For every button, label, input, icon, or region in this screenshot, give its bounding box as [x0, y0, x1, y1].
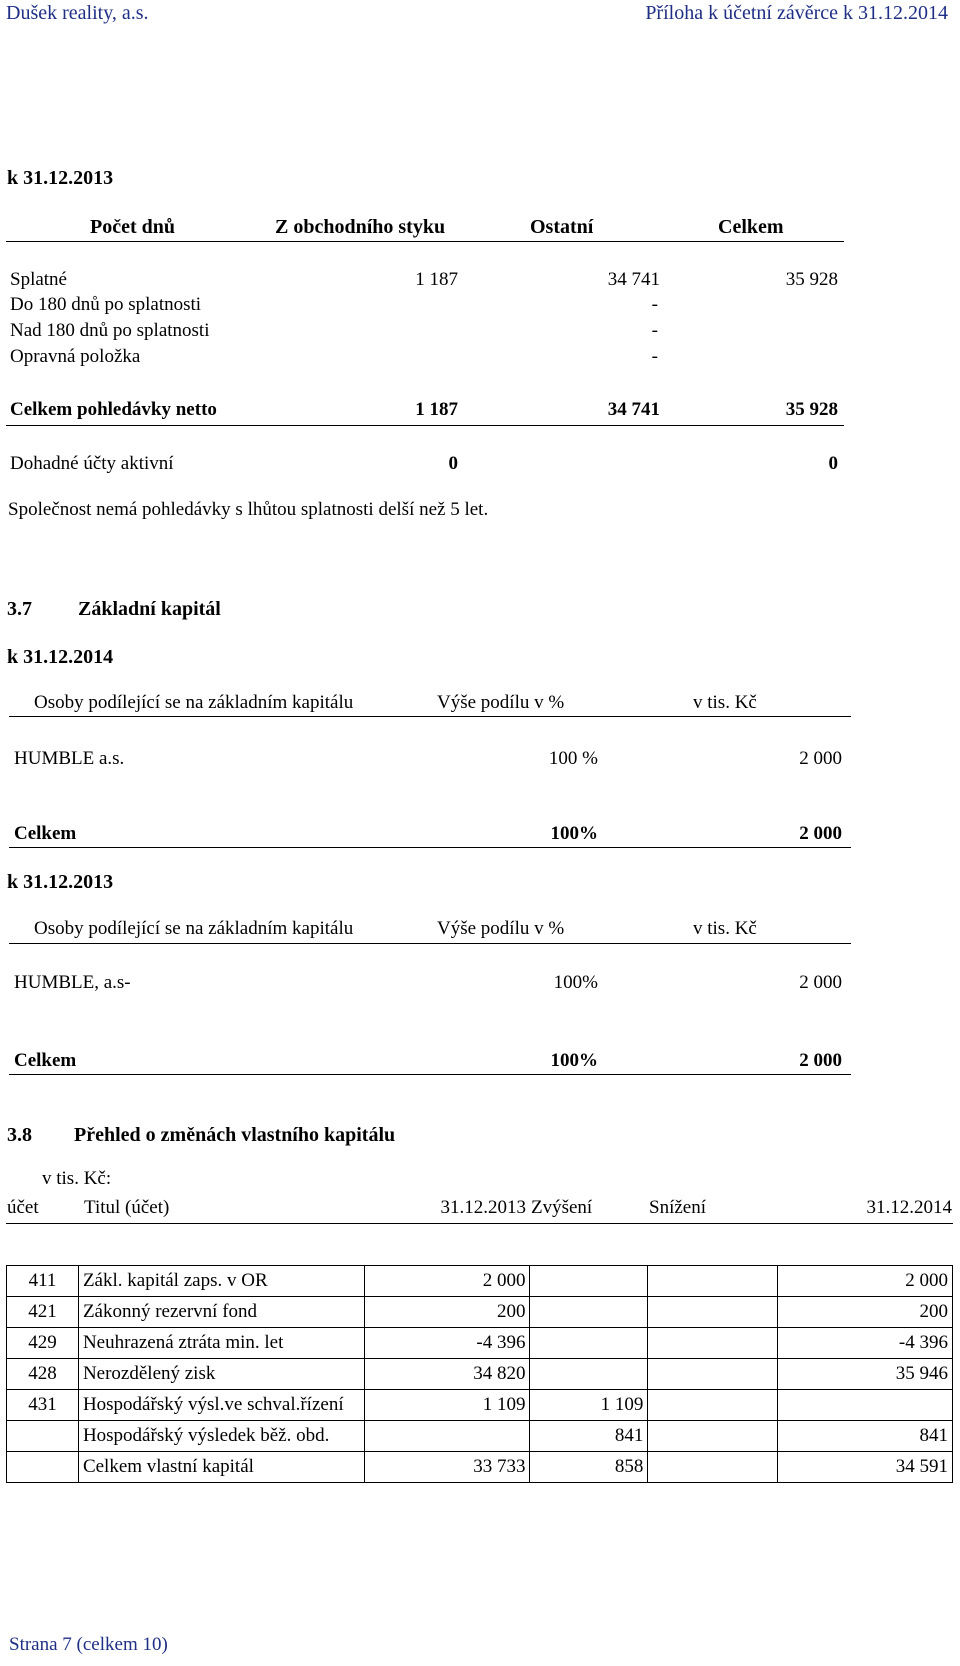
equity-table	[6, 1265, 953, 1483]
cell-account: 428	[7, 1359, 79, 1390]
holder-amount: 2 000	[799, 748, 842, 769]
section-number: 3.8	[7, 1124, 32, 1146]
cell-decrease	[648, 1452, 778, 1483]
cell-decrease	[648, 1266, 778, 1297]
row-other: -	[651, 320, 658, 341]
table-row	[7, 1390, 953, 1421]
row-label: Do 180 dnů po splatnosti	[10, 294, 202, 315]
holder-name: HUMBLE, a.s-	[14, 972, 131, 993]
net-label: Celkem pohledávky netto	[10, 399, 217, 420]
cell-account: 411	[7, 1266, 79, 1297]
net-rule	[6, 425, 844, 426]
holder-share: 100%	[553, 972, 598, 993]
col-share: Výše podílu v %	[437, 692, 565, 713]
section-title: Základní kapitál	[78, 598, 221, 620]
row-other: -	[651, 346, 658, 367]
holder-name: HUMBLE a.s.	[14, 748, 125, 769]
equity-header-rule	[6, 1223, 953, 1224]
col-trade: Z obchodního styku	[275, 216, 446, 238]
table-row	[7, 1359, 953, 1390]
row-trade: 1 187	[415, 269, 458, 290]
header-rule	[6, 241, 844, 242]
col-days: Počet dnů	[90, 216, 175, 238]
row-label: Opravná položka	[10, 346, 141, 367]
capital-heading: k 31.12.2014	[7, 646, 114, 668]
capital-header-rule	[9, 943, 851, 944]
cell-2014: 841	[778, 1421, 953, 1452]
cell-2014	[778, 1390, 953, 1421]
col-total: Celkem	[718, 216, 784, 238]
net-total: 35 928	[785, 399, 838, 420]
cell-account	[7, 1421, 79, 1452]
cell-increase	[530, 1297, 648, 1328]
row-label: Splatné	[10, 269, 67, 290]
cell-2014: -4 396	[778, 1328, 953, 1359]
capital-header-rule	[9, 716, 851, 717]
capital-total-share: 100%	[550, 823, 598, 844]
cell-decrease	[648, 1328, 778, 1359]
cell-2014: 2 000	[778, 1266, 953, 1297]
row-total: 35 928	[785, 269, 838, 290]
net-other: 34 741	[607, 399, 660, 420]
table-row	[7, 1297, 953, 1328]
cell-increase	[530, 1266, 648, 1297]
cell-2013: 2 000	[364, 1266, 530, 1297]
cell-title: Celkem vlastní kapitál	[78, 1452, 364, 1483]
col-decrease: Snížení	[649, 1197, 706, 1218]
row-label: Nad 180 dnů po splatnosti	[10, 320, 210, 341]
cell-2013: -4 396	[364, 1328, 530, 1359]
cell-increase: 1 109	[530, 1390, 648, 1421]
net-trade: 1 187	[415, 399, 458, 420]
cell-increase: 858	[530, 1452, 648, 1483]
cell-decrease	[648, 1390, 778, 1421]
cell-account	[7, 1452, 79, 1483]
col-increase: Zvýšení	[531, 1197, 593, 1218]
accruals-label: Dohadné účty aktivní	[10, 453, 174, 474]
cell-account: 431	[7, 1390, 79, 1421]
capital-heading: k 31.12.2013	[7, 871, 114, 893]
note: Společnost nemá pohledávky s lhůtou splatnosti delší než 5 let.	[8, 499, 489, 520]
capital-total-rule	[9, 1074, 851, 1075]
cell-2013: 1 109	[364, 1390, 530, 1421]
accruals-total: 0	[828, 453, 838, 474]
table-row	[7, 1328, 953, 1359]
cell-increase	[530, 1359, 648, 1390]
cell-2013: 34 820	[364, 1359, 530, 1390]
unit-label: v tis. Kč:	[42, 1168, 112, 1189]
cell-decrease	[648, 1359, 778, 1390]
capital-total-share: 100%	[550, 1050, 598, 1071]
col-other: Ostatní	[530, 216, 594, 238]
cell-2014: 200	[778, 1297, 953, 1328]
holder-amount: 2 000	[799, 972, 842, 993]
cell-2013: 200	[364, 1297, 530, 1328]
receivables-heading: k 31.12.2013	[7, 167, 114, 189]
table-row	[7, 1421, 953, 1452]
cell-title: Nerozdělený zisk	[78, 1359, 364, 1390]
page-number: Strana 7 (celkem 10)	[9, 1634, 168, 1655]
cell-title: Hospodářský výsledek běž. obd.	[78, 1421, 364, 1452]
section-title: Přehled o změnách vlastního kapitálu	[74, 1124, 396, 1146]
capital-total-amount: 2 000	[799, 1050, 842, 1071]
col-holders: Osoby podílející se na základním kapitálu	[34, 918, 354, 939]
cell-account: 429	[7, 1328, 79, 1359]
cell-decrease	[648, 1421, 778, 1452]
holder-share: 100 %	[548, 748, 598, 769]
row-other: -	[651, 294, 658, 315]
cell-2014: 34 591	[778, 1452, 953, 1483]
cell-2013: 33 733	[364, 1452, 530, 1483]
col-2014: 31.12.2014	[866, 1197, 952, 1218]
col-account: účet	[7, 1197, 39, 1218]
cell-decrease	[648, 1297, 778, 1328]
table-row	[7, 1266, 953, 1297]
col-2013: 31.12.2013	[440, 1197, 526, 1218]
section-number: 3.7	[7, 598, 32, 620]
col-title: Titul (účet)	[84, 1197, 170, 1218]
capital-total-amount: 2 000	[799, 823, 842, 844]
accruals-trade: 0	[448, 453, 458, 474]
table-total-row	[7, 1452, 953, 1483]
cell-2013	[364, 1421, 530, 1452]
attachment-title: Příloha k účetní závěrce k 31.12.2014	[645, 2, 948, 24]
cell-title: Zákonný rezervní fond	[78, 1297, 364, 1328]
capital-total-label: Celkem	[14, 1050, 77, 1071]
row-other: 34 741	[607, 269, 660, 290]
cell-increase: 841	[530, 1421, 648, 1452]
cell-title: Zákl. kapitál zaps. v OR	[78, 1266, 364, 1297]
col-share: Výše podílu v %	[437, 918, 565, 939]
cell-increase	[530, 1328, 648, 1359]
col-amount: v tis. Kč	[693, 692, 757, 713]
cell-title: Hospodářský výsl.ve schval.řízení	[78, 1390, 364, 1421]
capital-total-rule	[9, 847, 851, 848]
cell-2014: 35 946	[778, 1359, 953, 1390]
company-name: Dušek reality, a.s.	[6, 2, 149, 24]
col-holders: Osoby podílející se na základním kapitálu	[34, 692, 354, 713]
col-amount: v tis. Kč	[693, 918, 757, 939]
cell-title: Neuhrazená ztráta min. let	[78, 1328, 364, 1359]
capital-total-label: Celkem	[14, 823, 77, 844]
cell-account: 421	[7, 1297, 79, 1328]
